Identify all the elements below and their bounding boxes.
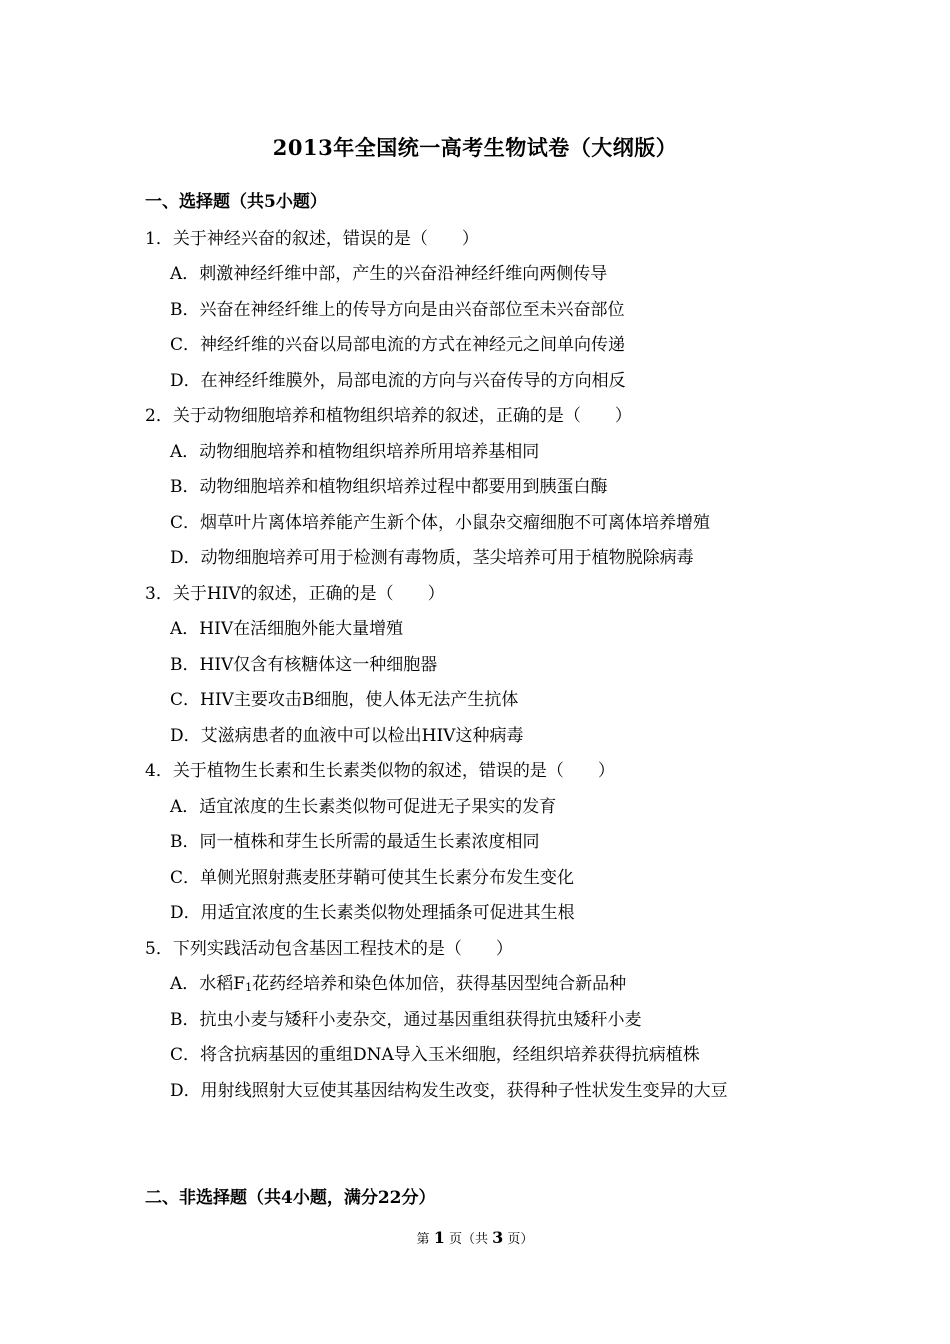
- question-3-option-a: A．HIV在活细胞外能大量增殖: [170, 619, 404, 639]
- footer-total-pages: 3: [492, 1228, 504, 1247]
- question-3: 3．关于HIV的叙述，正确的是（ ）: [145, 584, 445, 604]
- question-1: 1．关于神经兴奋的叙述，错误的是（ ）: [145, 229, 479, 249]
- question-4-option-a: A．适宜浓度的生长素类似物可促进无子果实的发育: [170, 797, 557, 817]
- question-4-option-d: D．用适宜浓度的生长素类似物处理插条可促进其生根: [170, 903, 575, 923]
- footer-mid: 页（共: [448, 1232, 488, 1247]
- footer-page-number: 1: [433, 1228, 445, 1247]
- option-a-suffix: 花药经培养和染色体加倍，获得基因型纯合新品种: [252, 974, 627, 994]
- question-3-option-d: D．艾滋病患者的血液中可以检出HIV这种病毒: [170, 726, 524, 746]
- footer-post: 页）: [507, 1232, 534, 1247]
- option-a-prefix: A．水稻F: [170, 974, 246, 994]
- subscript-1: 1: [245, 981, 253, 994]
- question-4: 4．关于植物生长素和生长素类似物的叙述，错误的是（ ）: [145, 761, 615, 781]
- question-3-option-b: B．HIV仅含有核糖体这一种细胞器: [170, 655, 438, 675]
- question-5-option-d: D．用射线照射大豆使其基因结构发生改变，获得种子性状发生变异的大豆: [170, 1081, 728, 1101]
- question-2-option-d: D．动物细胞培养可用于检测有毒物质，茎尖培养可用于植物脱除病毒: [170, 548, 694, 568]
- question-5-option-a: [170, 969, 626, 994]
- question-4-option-b: B．同一植株和芽生长所需的最适生长素浓度相同: [170, 832, 540, 852]
- question-2-option-b: B．动物细胞培养和植物组织培养过程中都要用到胰蛋白酶: [170, 477, 608, 497]
- question-1-option-d: D．在神经纤维膜外，局部电流的方向与兴奋传导的方向相反: [170, 371, 626, 391]
- question-1-option-a: A．刺激神经纤维中部，产生的兴奋沿神经纤维向两侧传导: [170, 264, 608, 284]
- question-4-option-c: C．单侧光照射燕麦胚芽鞘可使其生长素分布发生变化: [170, 868, 575, 888]
- question-2-option-a: A．动物细胞培养和植物组织培养所用培养基相同: [170, 442, 540, 462]
- question-5-option-c: C．将含抗病基因的重组DNA导入玉米细胞，经组织培养获得抗病植株: [170, 1045, 700, 1065]
- question-5: 5．下列实践活动包含基因工程技术的是（ ）: [145, 939, 513, 959]
- page-footer: [0, 1228, 950, 1247]
- section-heading-non-choice: 二、非选择题（共4小题，满分22分）: [145, 1188, 436, 1208]
- question-1-option-c: C．神经纤维的兴奋以局部电流的方式在神经元之间单向传递: [170, 335, 626, 355]
- question-1-option-b: B．兴奋在神经纤维上的传导方向是由兴奋部位至未兴奋部位: [170, 300, 625, 320]
- question-5-option-b: B．抗虫小麦与矮秆小麦杂交，通过基因重组获得抗虫矮秆小麦: [170, 1010, 642, 1030]
- section-heading-choice: 一、选择题（共5小题）: [145, 192, 327, 212]
- question-2: 2．关于动物细胞培养和植物组织培养的叙述，正确的是（ ）: [145, 406, 632, 426]
- page-title: 2013年全国统一高考生物试卷（大纲版）: [272, 135, 678, 160]
- footer-pre: 第: [416, 1232, 430, 1247]
- question-3-option-c: C．HIV主要攻击B细胞，使人体无法产生抗体: [170, 690, 519, 710]
- question-2-option-c: C．烟草叶片离体培养能产生新个体，小鼠杂交瘤细胞不可离体培养增殖: [170, 513, 711, 533]
